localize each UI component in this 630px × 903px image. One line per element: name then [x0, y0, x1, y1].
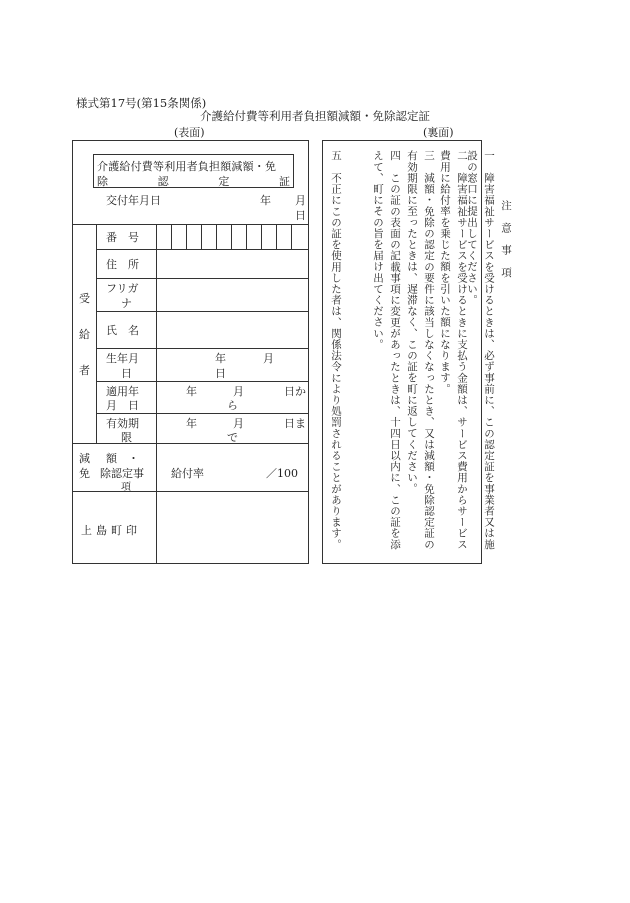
valid-month-unit: 月 — [233, 417, 244, 430]
town-seal-label: 上島町印 — [81, 524, 141, 537]
card-title-char: 定 — [218, 175, 230, 188]
reduction-label: 額 ・ — [106, 452, 139, 465]
note-number: 三 — [423, 150, 435, 162]
note-item — [327, 150, 344, 560]
number-label: 番 号 — [106, 231, 139, 244]
birth-label-cont: 日 — [121, 367, 132, 380]
note-text: 減額・免除の認定の要件に該当しなくなったとき、又は減額・免除認定証の有効期限に至ったときは、遅滞なく、この証を町に返してください。 — [406, 150, 435, 550]
recipient-label-char: 者 — [79, 364, 90, 377]
note-number: 四 — [389, 150, 401, 162]
recipient-label-char: 給 — [79, 328, 90, 341]
value-column-divider — [156, 224, 157, 564]
valid-suffix: で — [227, 431, 238, 444]
birth-label: 生年月 — [106, 352, 139, 365]
note-text: 不正にこの証を使用した者は、関係法令により処罰されることがあります。 — [330, 172, 342, 550]
furigana-label: フリガ — [106, 282, 139, 295]
valid-year-unit: 年 — [186, 417, 197, 430]
note-number: 一 — [483, 150, 495, 162]
notes-title: 注 意 事 項 — [500, 200, 512, 278]
number-cell-divider — [246, 224, 247, 249]
issue-year-unit: 年 — [260, 194, 271, 207]
note-item — [369, 150, 403, 560]
number-cell-divider — [216, 224, 217, 249]
note-number: 二 — [456, 150, 468, 162]
row-divider — [73, 491, 308, 492]
furigana-label-cont: ナ — [121, 297, 132, 310]
row-divider — [96, 249, 308, 250]
document-title: 介護給付費等利用者負担額減額・免除認定証 — [200, 109, 430, 123]
row-divider — [96, 413, 308, 414]
note-item — [403, 150, 437, 560]
reduction-label-char: 免 — [79, 467, 90, 480]
address-label: 住 所 — [106, 258, 139, 271]
apply-date-label: 適用年 — [106, 385, 139, 398]
apply-suffix: ら — [227, 399, 238, 412]
apply-day-unit: 日か — [284, 385, 306, 398]
back-side-label: (裏面) — [423, 126, 454, 139]
note-number: 五 — [330, 150, 342, 162]
valid-period-label: 有効期 — [106, 417, 139, 430]
benefit-rate-label: 給付率 — [171, 467, 204, 480]
reduction-label-cont: 除認定事 — [100, 467, 144, 480]
recipient-label-char: 受 — [79, 292, 90, 305]
card-title-box — [93, 154, 294, 188]
card-title-line1: 介護給付費等利用者負担額減額・免 — [97, 160, 277, 173]
number-cell-divider — [276, 224, 277, 249]
number-cell-divider — [171, 224, 172, 249]
reduction-label-char: 減 — [79, 452, 90, 465]
row-divider — [96, 278, 308, 279]
card-title-line2 — [97, 173, 290, 189]
recipient-column-divider — [96, 224, 97, 443]
apply-month-unit: 月 — [233, 385, 244, 398]
birth-month-unit: 月 — [263, 352, 274, 365]
benefit-rate-value: ／100 — [266, 467, 298, 480]
row-divider — [73, 224, 308, 225]
valid-day-unit: 日ま — [284, 417, 306, 430]
row-divider — [96, 348, 308, 349]
apply-date-label-cont: 月 日 — [106, 399, 139, 412]
issue-day-unit: 日 — [295, 209, 306, 222]
apply-year-unit: 年 — [186, 385, 197, 398]
number-cell-divider — [201, 224, 202, 249]
card-title-char: 認 — [157, 175, 169, 188]
reduction-label-end: 項 — [121, 482, 131, 493]
note-text: 障害福祉サービスを受けるときに支払う金額は、サービス費用からサービス費用に給付率を乗じた額を引いた額になります。 — [439, 150, 468, 550]
note-text: この証の表面の記載事項に変更があったときは、十四日以内に、この証を添えて、町にその旨を届け出てください。 — [372, 150, 401, 550]
row-divider — [96, 381, 308, 382]
name-label: 氏 名 — [106, 324, 139, 337]
birth-year-unit: 年 — [215, 352, 226, 365]
valid-period-label-cont: 限 — [121, 431, 132, 444]
note-text: 障害福祉サービスを受けるときは、必ず事前に、この認定証を事業者又は施設の窓口に提出してください。 — [466, 150, 495, 550]
card-title-char: 除 — [97, 175, 108, 188]
note-item — [436, 150, 470, 560]
issue-date-label: 交付年月日 — [106, 194, 161, 207]
row-divider — [96, 311, 308, 312]
issue-month-unit: 月 — [295, 194, 306, 207]
front-card — [72, 140, 309, 564]
front-side-label: (表面) — [174, 126, 205, 139]
number-cell-divider — [291, 224, 292, 249]
number-cell-divider — [186, 224, 187, 249]
birth-day-unit: 日 — [215, 367, 226, 380]
number-cell-divider — [231, 224, 232, 249]
row-divider — [73, 443, 308, 444]
form-number-label: 様式第17号(第15条関係) — [76, 96, 207, 110]
card-title-char: 証 — [278, 175, 290, 188]
number-cell-divider — [261, 224, 262, 249]
